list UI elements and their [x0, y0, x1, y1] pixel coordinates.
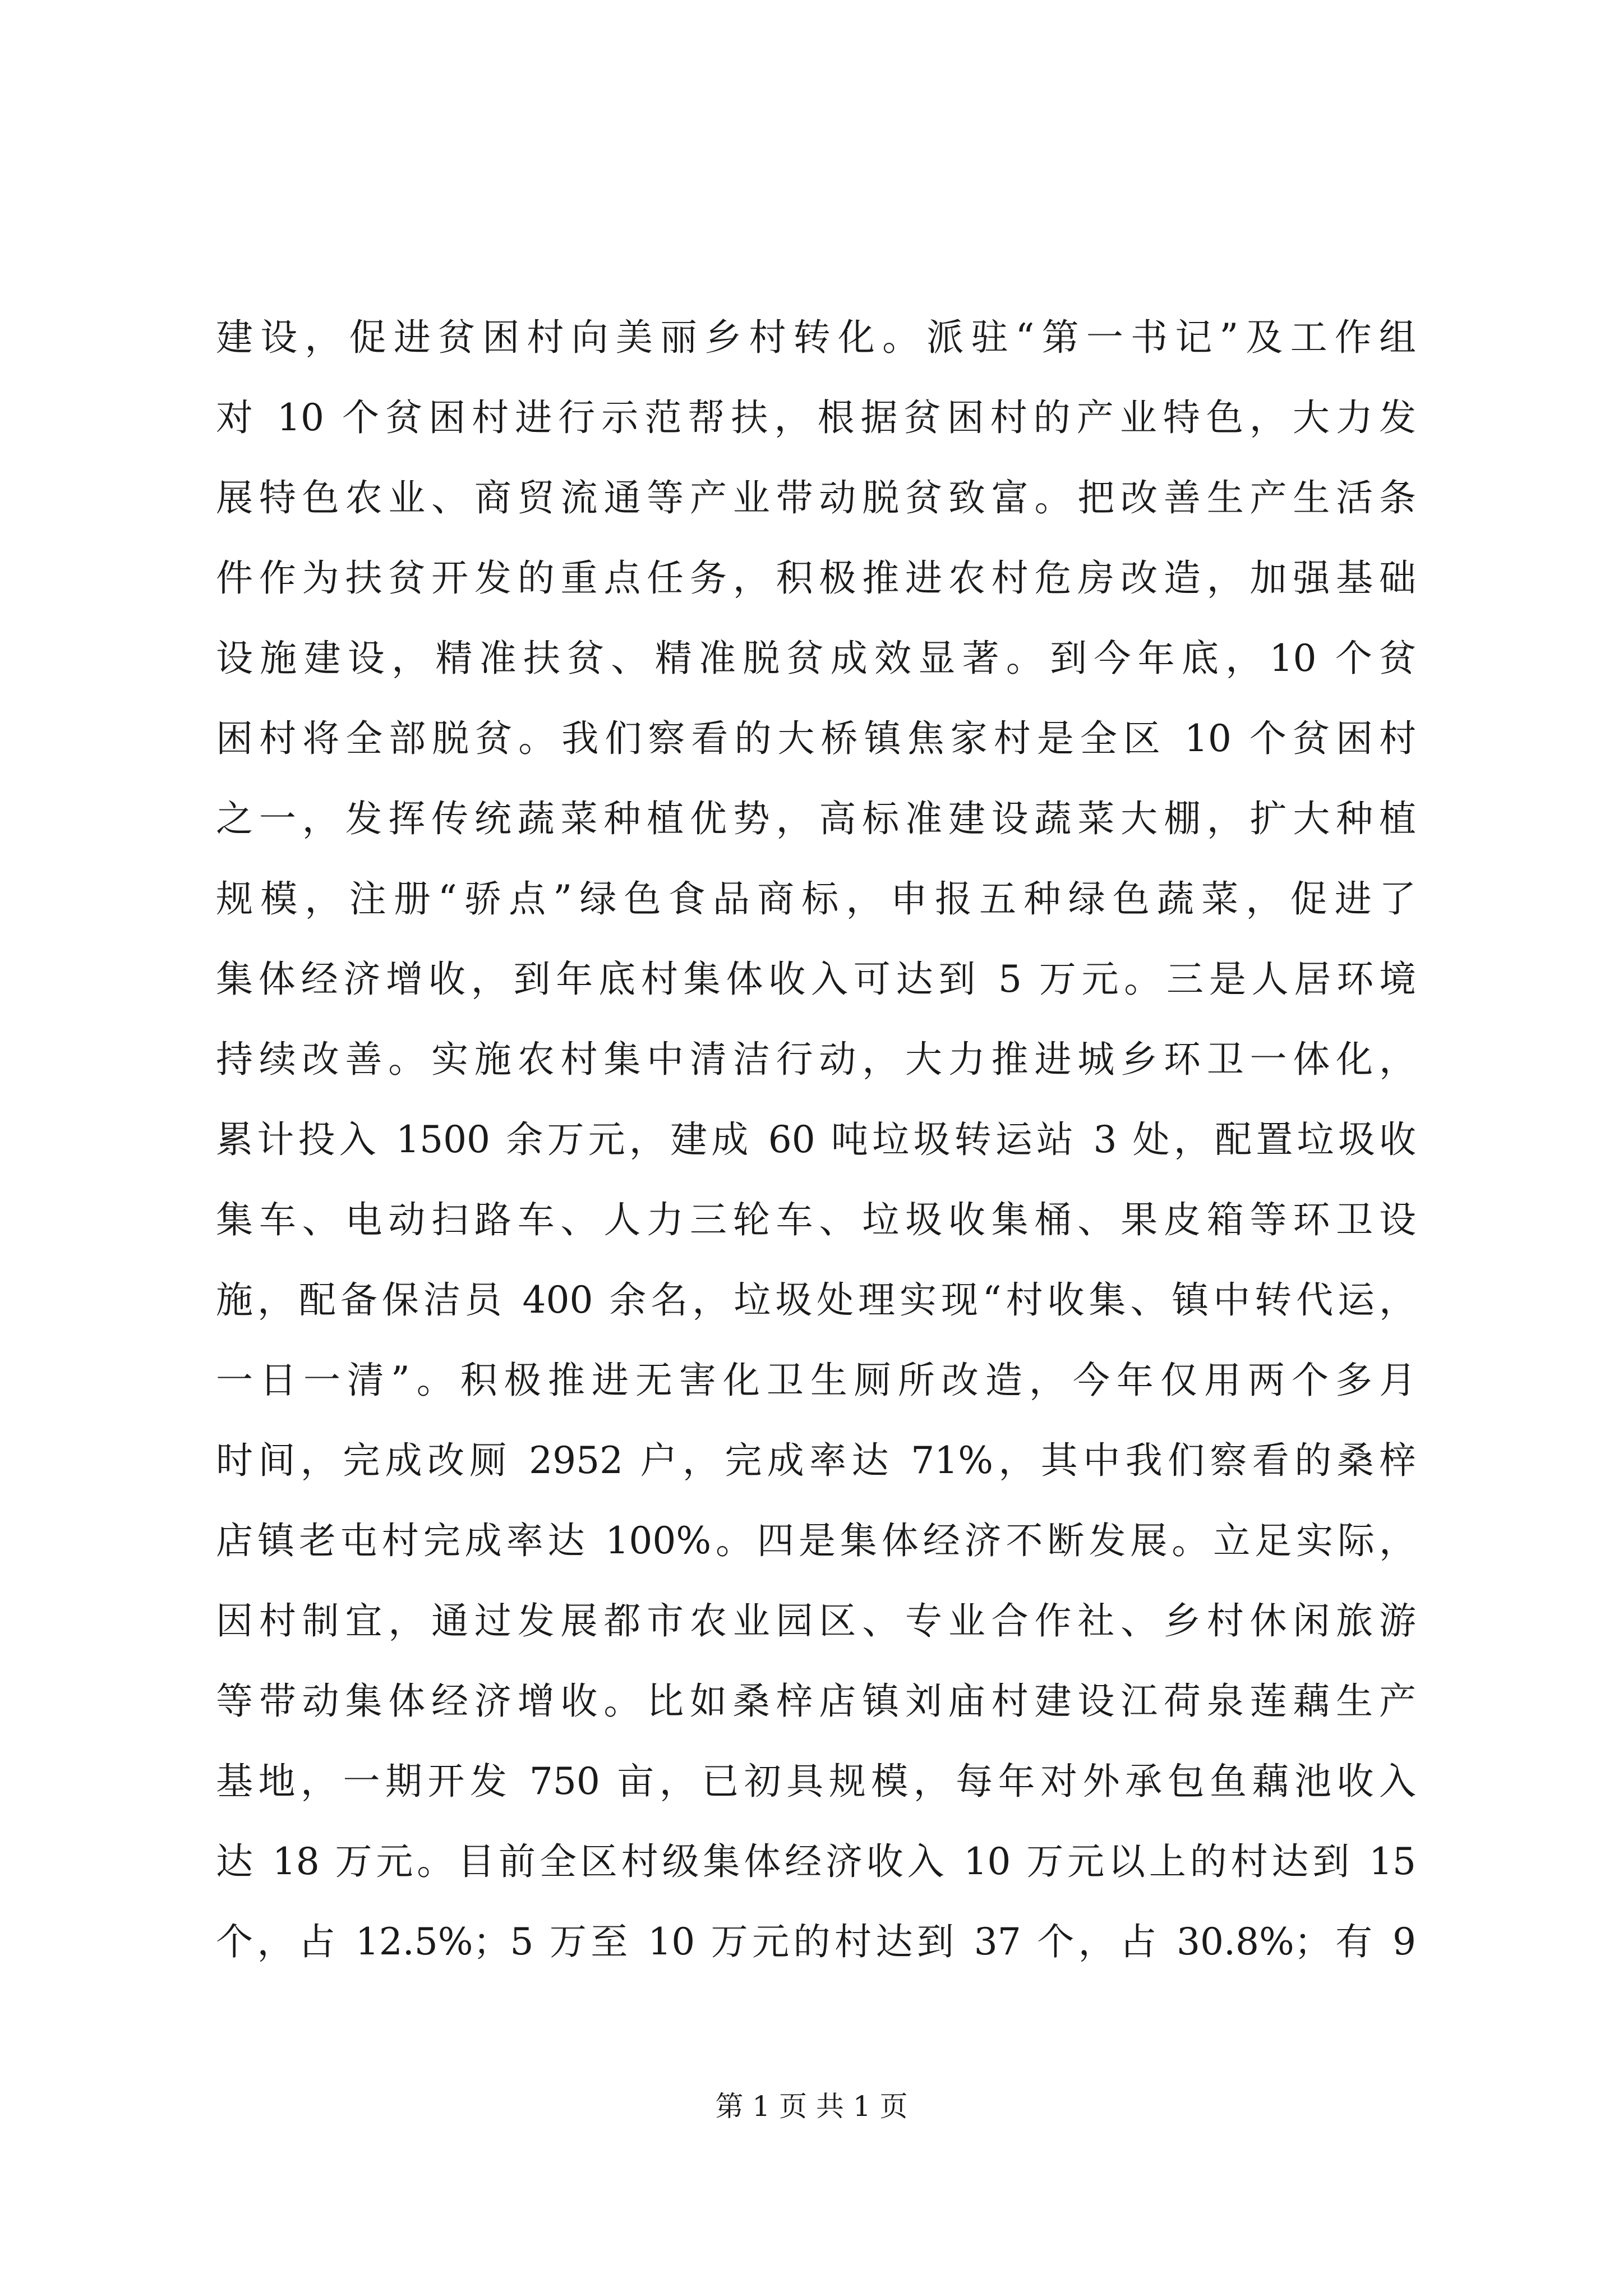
- text-line-11: 累计投入 1500 余万元，建成 60 吨垃圾转运站 3 处，配置垃圾收: [216, 1118, 1416, 1161]
- text-line-21: 个，占 12.5%；5 万至 10 万元的村达到 37 个，占 30.8%；有 9: [216, 1920, 1416, 1963]
- text-line-15: 时间，完成改厕 2952 户，完成率达 71%，其中我们察看的桑梓: [216, 1439, 1416, 1482]
- page-number-label: 第 1 页 共 1 页: [715, 2090, 908, 2123]
- text-line-20: 达 18 万元。目前全区村级集体经济收入 10 万元以上的村达到 15: [216, 1840, 1416, 1883]
- text-line-19: 基地，一期开发 750 亩，已初具规模，每年对外承包鱼藕池收入: [216, 1760, 1416, 1803]
- text-line-3: 展特色农业、商贸流通等产业带动脱贫致富。把改善生产生活条: [216, 476, 1416, 519]
- text-line-2: 对 10 个贫困村进行示范帮扶，根据贫困村的产业特色，大力发: [216, 396, 1416, 439]
- text-line-7: 之一，发挥传统蔬菜种植优势，高标准建设蔬菜大棚，扩大种植: [216, 797, 1416, 840]
- text-line-6: 困村将全部脱贫。我们察看的大桥镇焦家村是全区 10 个贫困村: [216, 717, 1416, 760]
- text-line-12: 集车、电动扫路车、人力三轮车、垃圾收集桶、果皮箱等环卫设: [216, 1198, 1416, 1241]
- text-line-9: 集体经济增收，到年底村集体收入可达到 5 万元。三是人居环境: [216, 958, 1416, 1001]
- text-line-5: 设施建设，精准扶贫、精准脱贫成效显著。到今年底，10 个贫: [216, 637, 1416, 680]
- text-line-8: 规模，注册“骄点”绿色食品商标，申报五种绿色蔬菜，促进了: [216, 877, 1416, 921]
- text-line-14: 一日一清”。积极推进无害化卫生厕所改造，今年仅用两个多月: [216, 1359, 1416, 1402]
- text-line-16: 店镇老屯村完成率达 100%。四是集体经济不断发展。立足实际，: [216, 1519, 1416, 1562]
- text-line-13: 施，配备保洁员 400 余名，垃圾处理实现“村收集、镇中转代运，: [216, 1278, 1416, 1322]
- body-text: [216, 297, 1416, 1982]
- text-line-10: 持续改善。实施农村集中清洁行动，大力推进城乡环卫一体化，: [216, 1038, 1416, 1081]
- text-line-4: 件作为扶贫开发的重点任务，积极推进农村危房改造，加强基础: [216, 556, 1416, 600]
- text-line-18: 等带动集体经济增收。比如桑梓店镇刘庙村建设江荷泉莲藕生产: [216, 1680, 1416, 1723]
- text-line-1: 建设，促进贫困村向美丽乡村转化。派驻“第一书记”及工作组: [216, 316, 1416, 359]
- page-footer: [0, 2087, 1623, 2126]
- text-line-17: 因村制宜，通过发展都市农业园区、专业合作社、乡村休闲旅游: [216, 1599, 1416, 1642]
